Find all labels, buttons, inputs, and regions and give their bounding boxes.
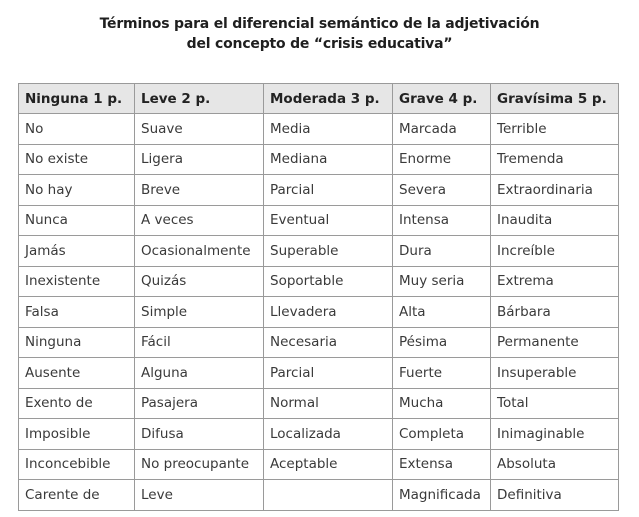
table-cell: Llevadera <box>264 297 393 328</box>
table-cell: Mucha <box>393 388 491 419</box>
table-cell: Inexistente <box>19 266 135 297</box>
table-cell: Soportable <box>264 266 393 297</box>
table-cell: Parcial <box>264 175 393 206</box>
table-row <box>19 266 619 297</box>
header-moderada: Moderada 3 p. <box>264 84 393 114</box>
table-cell: Fácil <box>135 327 264 358</box>
table-cell: Alta <box>393 297 491 328</box>
table-row <box>19 419 619 450</box>
table-cell: Marcada <box>393 114 491 145</box>
table-cell: A veces <box>135 205 264 236</box>
table-cell: Ocasionalmente <box>135 236 264 267</box>
header-gravisima: Gravísima 5 p. <box>491 84 619 114</box>
table-cell <box>264 480 393 511</box>
table-cell: Parcial <box>264 358 393 389</box>
table-cell: Dura <box>393 236 491 267</box>
table-cell: Tremenda <box>491 144 619 175</box>
table-cell: Suave <box>135 114 264 145</box>
table-cell: Increíble <box>491 236 619 267</box>
table-cell: Intensa <box>393 205 491 236</box>
table-cell: Localizada <box>264 419 393 450</box>
table-cell: Permanente <box>491 327 619 358</box>
table-cell: No hay <box>19 175 135 206</box>
table-row <box>19 480 619 511</box>
table-row <box>19 327 619 358</box>
table-cell: Completa <box>393 419 491 450</box>
table-cell: Inconcebible <box>19 449 135 480</box>
title-line-1: Términos para el diferencial semántico de la adjetivación <box>99 16 540 32</box>
table-cell: Necesaria <box>264 327 393 358</box>
table-cell: Exento de <box>19 388 135 419</box>
table-cell: Inaudita <box>491 205 619 236</box>
header-leve: Leve 2 p. <box>135 84 264 114</box>
table-row <box>19 297 619 328</box>
table-cell: Inimaginable <box>491 419 619 450</box>
table-cell: No <box>19 114 135 145</box>
table-cell: Magnificada <box>393 480 491 511</box>
table-cell: Alguna <box>135 358 264 389</box>
table-cell: Difusa <box>135 419 264 450</box>
table-cell: Extensa <box>393 449 491 480</box>
table-cell: Media <box>264 114 393 145</box>
header-ninguna: Ninguna 1 p. <box>19 84 135 114</box>
table-cell: Insuperable <box>491 358 619 389</box>
semantic-differential-table <box>18 83 619 511</box>
table-cell: Breve <box>135 175 264 206</box>
table-cell: Pésima <box>393 327 491 358</box>
table-cell: Muy seria <box>393 266 491 297</box>
table-row <box>19 449 619 480</box>
table-cell: Simple <box>135 297 264 328</box>
page-title <box>0 14 639 54</box>
table-cell: Eventual <box>264 205 393 236</box>
table-row <box>19 175 619 206</box>
table-cell: Absoluta <box>491 449 619 480</box>
table-row <box>19 358 619 389</box>
table-row <box>19 388 619 419</box>
table-cell: Bárbara <box>491 297 619 328</box>
table-cell: Terrible <box>491 114 619 145</box>
table-cell: Pasajera <box>135 388 264 419</box>
table-cell: Severa <box>393 175 491 206</box>
table-cell: No existe <box>19 144 135 175</box>
table-cell: Superable <box>264 236 393 267</box>
table-cell: Nunca <box>19 205 135 236</box>
table-row <box>19 205 619 236</box>
table-cell: Quizás <box>135 266 264 297</box>
table-cell: Extraordinaria <box>491 175 619 206</box>
table-cell: Ligera <box>135 144 264 175</box>
table-cell: Carente de <box>19 480 135 511</box>
title-line-2: del concepto de “crisis educativa” <box>186 36 453 52</box>
table-row <box>19 144 619 175</box>
table-row <box>19 114 619 145</box>
table-cell: Normal <box>264 388 393 419</box>
table-cell: Falsa <box>19 297 135 328</box>
table-cell: Definitiva <box>491 480 619 511</box>
table-cell: No preocupante <box>135 449 264 480</box>
header-grave: Grave 4 p. <box>393 84 491 114</box>
table-cell: Extrema <box>491 266 619 297</box>
table-cell: Total <box>491 388 619 419</box>
table-cell: Mediana <box>264 144 393 175</box>
table-cell: Ninguna <box>19 327 135 358</box>
table-cell: Leve <box>135 480 264 511</box>
table-cell: Enorme <box>393 144 491 175</box>
table-row <box>19 236 619 267</box>
table-cell: Jamás <box>19 236 135 267</box>
table-cell: Ausente <box>19 358 135 389</box>
table-cell: Imposible <box>19 419 135 450</box>
table-cell: Aceptable <box>264 449 393 480</box>
table-header-row <box>19 84 619 114</box>
table-cell: Fuerte <box>393 358 491 389</box>
